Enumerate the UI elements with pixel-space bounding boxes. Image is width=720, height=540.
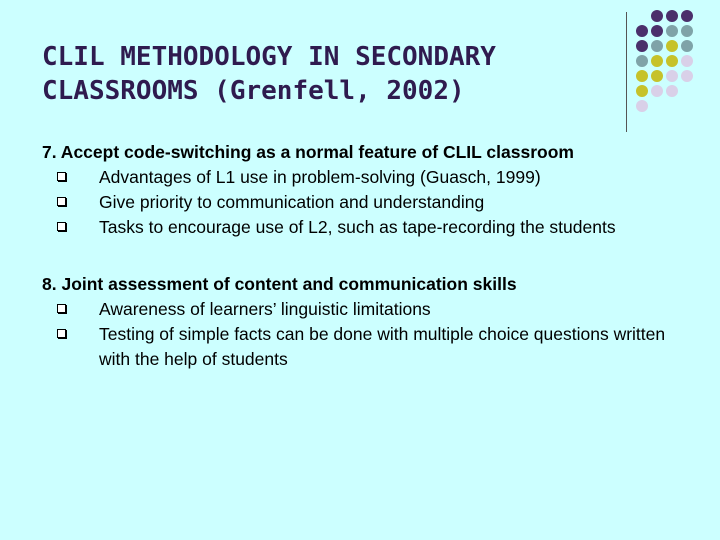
square-bullet-icon: [57, 172, 66, 181]
decorative-dot: [666, 85, 678, 97]
section-8: [42, 272, 682, 372]
list-item: [42, 190, 682, 215]
title-line-2: CLASSROOMS (Grenfell, 2002): [42, 76, 465, 106]
square-bullet-icon: [57, 197, 66, 206]
list-item: [42, 215, 682, 240]
section-7: [42, 140, 682, 240]
decorative-dot: [636, 40, 648, 52]
section-heading: 8. Joint assessment of content and communication skills: [42, 274, 517, 294]
decorative-dot: [681, 10, 693, 22]
decorative-dot: [666, 10, 678, 22]
decorative-dot: [636, 25, 648, 37]
list-item-text: Awareness of learners’ linguistic limitations: [99, 299, 431, 319]
decorative-dot: [651, 40, 663, 52]
square-bullet-icon: [57, 304, 66, 313]
decorative-dot: [666, 25, 678, 37]
section-heading: 7. Accept code-switching as a normal feature of CLIL classroom: [42, 142, 574, 162]
decorative-dot: [651, 70, 663, 82]
list-item-text: Give priority to communication and understanding: [99, 192, 485, 212]
decorative-dot: [666, 55, 678, 67]
decorative-dot: [666, 40, 678, 52]
list-item: [42, 297, 682, 322]
decorative-dot: [651, 55, 663, 67]
decorative-dot: [636, 55, 648, 67]
slide-body: [42, 140, 682, 404]
decorative-dot: [681, 25, 693, 37]
decorative-dot: [651, 10, 663, 22]
decorative-dot: [651, 85, 663, 97]
square-bullet-icon: [57, 329, 66, 338]
list-item-text: Advantages of L1 use in problem-solving (Guasch, 1999): [99, 167, 541, 187]
list-item-text: Testing of simple facts can be done with multiple choice questions written with the help of students: [99, 324, 666, 369]
list-item: [42, 165, 682, 190]
square-bullet-icon: [57, 222, 66, 231]
title-line-1: CLIL METHODOLOGY IN SECONDARY: [42, 42, 496, 72]
decorative-dot: [681, 55, 693, 67]
title-divider: [626, 12, 627, 132]
list-item-text: Tasks to encourage use of L2, such as tape-recording the students: [99, 217, 616, 237]
decorative-dot: [636, 85, 648, 97]
dot-grid-decoration: [640, 10, 720, 120]
decorative-dot: [681, 70, 693, 82]
list-item: [42, 322, 682, 372]
decorative-dot: [636, 70, 648, 82]
decorative-dot: [636, 100, 648, 112]
decorative-dot: [666, 70, 678, 82]
decorative-dot: [681, 40, 693, 52]
slide-title: [42, 40, 632, 108]
decorative-dot: [651, 25, 663, 37]
